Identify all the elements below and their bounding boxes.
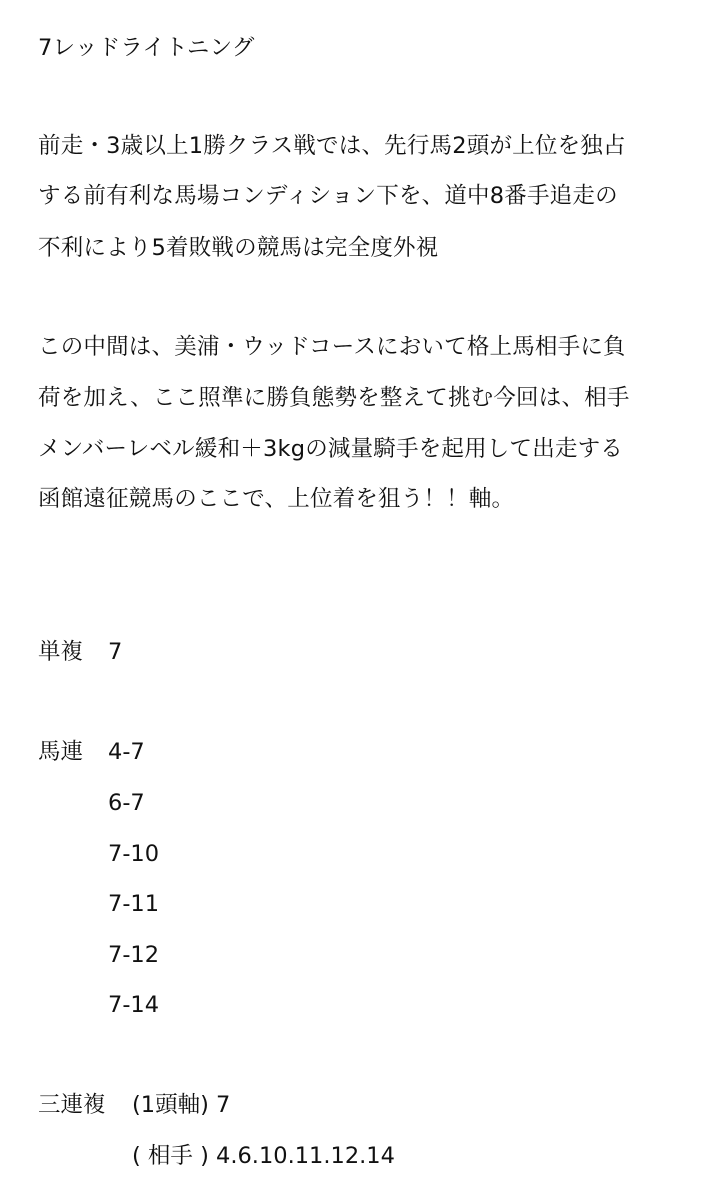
paragraph-1-line-1: 前走・3歳以上1勝クラス戦では、先行馬2頭が上位を独占 [38, 133, 626, 159]
umaren-value-5: 7-12 [108, 942, 160, 968]
umaren-value-6: 7-14 [108, 992, 160, 1018]
tanfuku-label: 単複 [38, 639, 84, 665]
sanrenpuku-axis: (1頭軸) 7 [132, 1092, 231, 1118]
paragraph-2-line-4: 函館遠征競馬のここで、上位着を狙う！！軸。 [38, 486, 515, 512]
paragraph-2-line-2: 荷を加え、ここ照準に勝負態勢を整えて挑む今回は、相手 [38, 385, 630, 411]
umaren-label: 馬連 [38, 739, 84, 765]
umaren-value-3: 7-10 [108, 841, 160, 867]
horse-title: 7レッドライトニング [38, 35, 255, 61]
paragraph-2-line-1: この中間は、美浦・ウッドコースにおいて格上馬相手に負 [38, 334, 626, 360]
umaren-value-4: 7-11 [108, 891, 160, 917]
umaren-value-1: 4-7 [108, 739, 145, 765]
sanrenpuku-label: 三連複 [38, 1092, 106, 1118]
paragraph-1-line-3: 不利により5着敗戦の競馬は完全度外視 [38, 235, 439, 261]
paragraph-2-line-3: メンバーレベル緩和＋3kgの減量騎手を起用して出走する [38, 436, 624, 462]
sanrenpuku-partners: ( 相手 ) 4.6.10.11.12.14 [132, 1143, 395, 1169]
umaren-value-2: 6-7 [108, 790, 145, 816]
paragraph-1-line-2: する前有利な馬場コンディション下を、道中8番手追走の [38, 183, 618, 209]
tanfuku-value: 7 [108, 639, 123, 665]
